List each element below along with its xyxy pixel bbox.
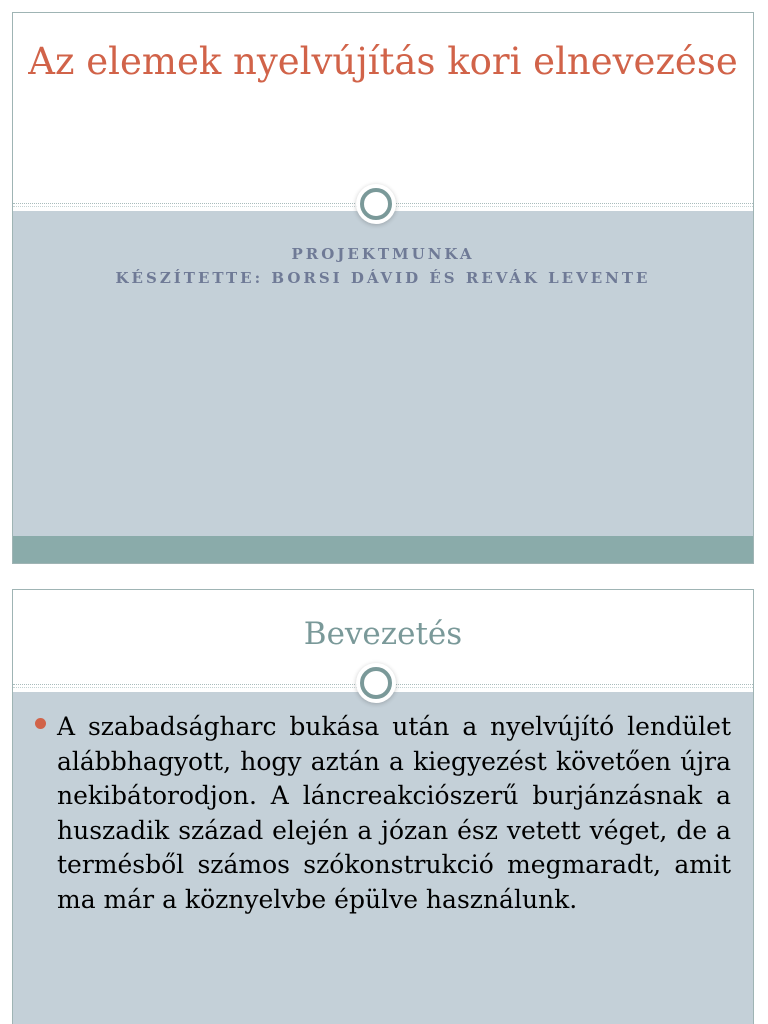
bullet-list <box>35 710 731 918</box>
subtitle-line-authors: KÉSZÍTETTE: BORSI DÁVID ÉS REVÁK LEVENTE <box>115 269 651 287</box>
bullet-text: A szabadságharc bukása után a nyelvújító lendület alábbhagyott, hogy aztán a kiegyezést követően újra nekibátorodjon. A láncreakciószerű burjánzásnak a huszadik század elején a józan ész vetett véget, de a termésből számos szókonstrukció megmaradt, amit ma már a köznyelvbe épülve használunk. <box>57 712 731 914</box>
slide-title: Bevezetés <box>303 616 463 652</box>
slide-title: Az elemek nyelvújítás kori elnevezése <box>28 40 738 83</box>
subtitle-area <box>13 211 753 536</box>
subtitle-line-project: PROJEKTMUNKA <box>291 245 475 263</box>
intro-slide <box>12 589 754 1024</box>
bottom-accent-band <box>13 536 753 563</box>
ring-icon <box>360 667 392 699</box>
title-area <box>13 13 753 203</box>
dot-icon <box>35 718 46 729</box>
title-slide <box>12 12 754 564</box>
slide-subtitle <box>13 242 753 290</box>
list-item <box>35 710 731 918</box>
ring-icon <box>360 188 392 220</box>
